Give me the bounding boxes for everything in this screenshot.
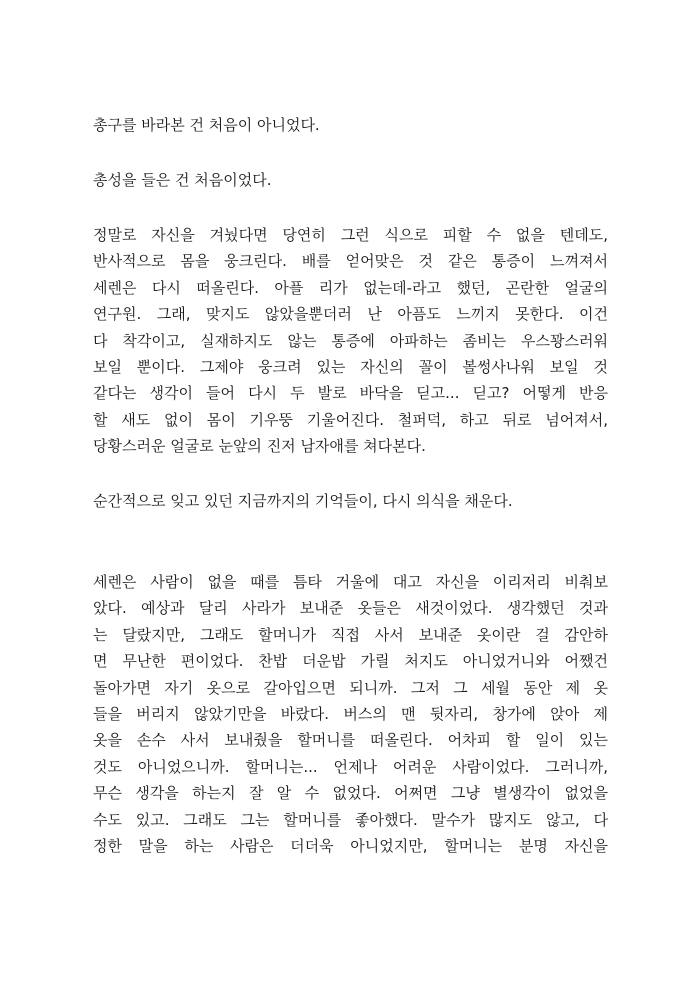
paragraph-4 [93,488,608,514]
text-line: 았다. 예상과 달리 사라가 보내준 옷들은 새것이었다. 생각했던 것과 [93,599,608,618]
text-line: 옷을 손수 사서 보내줬을 할머니를 떠올린다. 어차피 할 일이 있는 [93,731,608,750]
text-line: 당황스러운 얼굴로 눈앞의 진저 남자애를 쳐다본다. [93,437,426,456]
paragraph-5 [93,569,608,859]
paragraph-2 [93,167,608,193]
text-line: 것도 아니었으니까. 할머니는... 언제나 어려운 사람이었다. 그러니까, [93,757,608,776]
text-line: 수도 있고. 그래도 그는 할머니를 좋아했다. 말수가 많지도 않고, 다 [93,810,608,829]
text-line: 돌아가면 자기 옷으로 갈아입으면 되니까. 그저 그 세월 동안 제 옷 [93,678,608,697]
text-line: 정말로 자신을 겨눴다면 당연히 그런 식으로 피할 수 없을 텐데도, [93,226,608,244]
text-line: 세렌은 사람이 없을 때를 틈타 거울에 대고 자신을 이리저리 비춰보 [93,573,608,591]
paragraph-3 [93,222,608,460]
text-line: 세렌은 다시 떠올린다. 아플 리가 없는데-라고 했던, 곤란한 얼굴의 [93,278,608,297]
text-line: 정한 말을 하는 사람은 더더욱 아니었지만, 할머니는 분명 자신을 [93,836,608,855]
text-line: 무슨 생각을 하는지 잘 알 수 없었다. 어쩌면 그냥 별생각이 없었을 [93,784,608,803]
text-line: 다 착각이고, 실재하지도 않는 통증에 아파하는 좀비는 우스꽝스러워 [93,331,608,350]
text-line: 들을 버리지 않았기만을 바랐다. 버스의 맨 뒷자리, 창가에 앉아 제 [93,704,608,723]
paragraph-1 [93,112,608,138]
text-line: 반사적으로 몸을 웅크린다. 배를 얻어맞은 것 같은 통증이 느껴져서 [93,252,608,271]
text-line: 연구원. 그래, 맞지도 않았을뿐더러 난 아픔도 느끼지 못한다. 이건 [93,305,608,324]
text-line: 할 새도 없이 몸이 기우뚱 기울어진다. 철퍼덕, 하고 뒤로 넘어져서, [93,410,608,429]
text-line: 면 무난한 편이었다. 찬밥 더운밥 가릴 처지도 아니었거니와 어쨌건 [93,652,608,671]
text-line: 순간적으로 잊고 있던 지금까지의 기억들이, 다시 의식을 채운다. [93,492,513,510]
text-line: 같다는 생각이 들어 다시 두 발로 바닥을 딛고... 딛고? 어떻게 반응 [93,384,608,403]
text-line: 총성을 들은 건 처음이었다. [93,171,272,189]
text-line: 총구를 바라본 건 처음이 아니었다. [93,116,320,134]
text-line: 는 달랐지만, 그래도 할머니가 직접 사서 보내준 옷이란 걸 감안하 [93,625,608,644]
text-line: 보일 뿐이다. 그제야 웅크려 있는 자신의 꼴이 볼썽사나워 보일 것 [93,357,608,376]
